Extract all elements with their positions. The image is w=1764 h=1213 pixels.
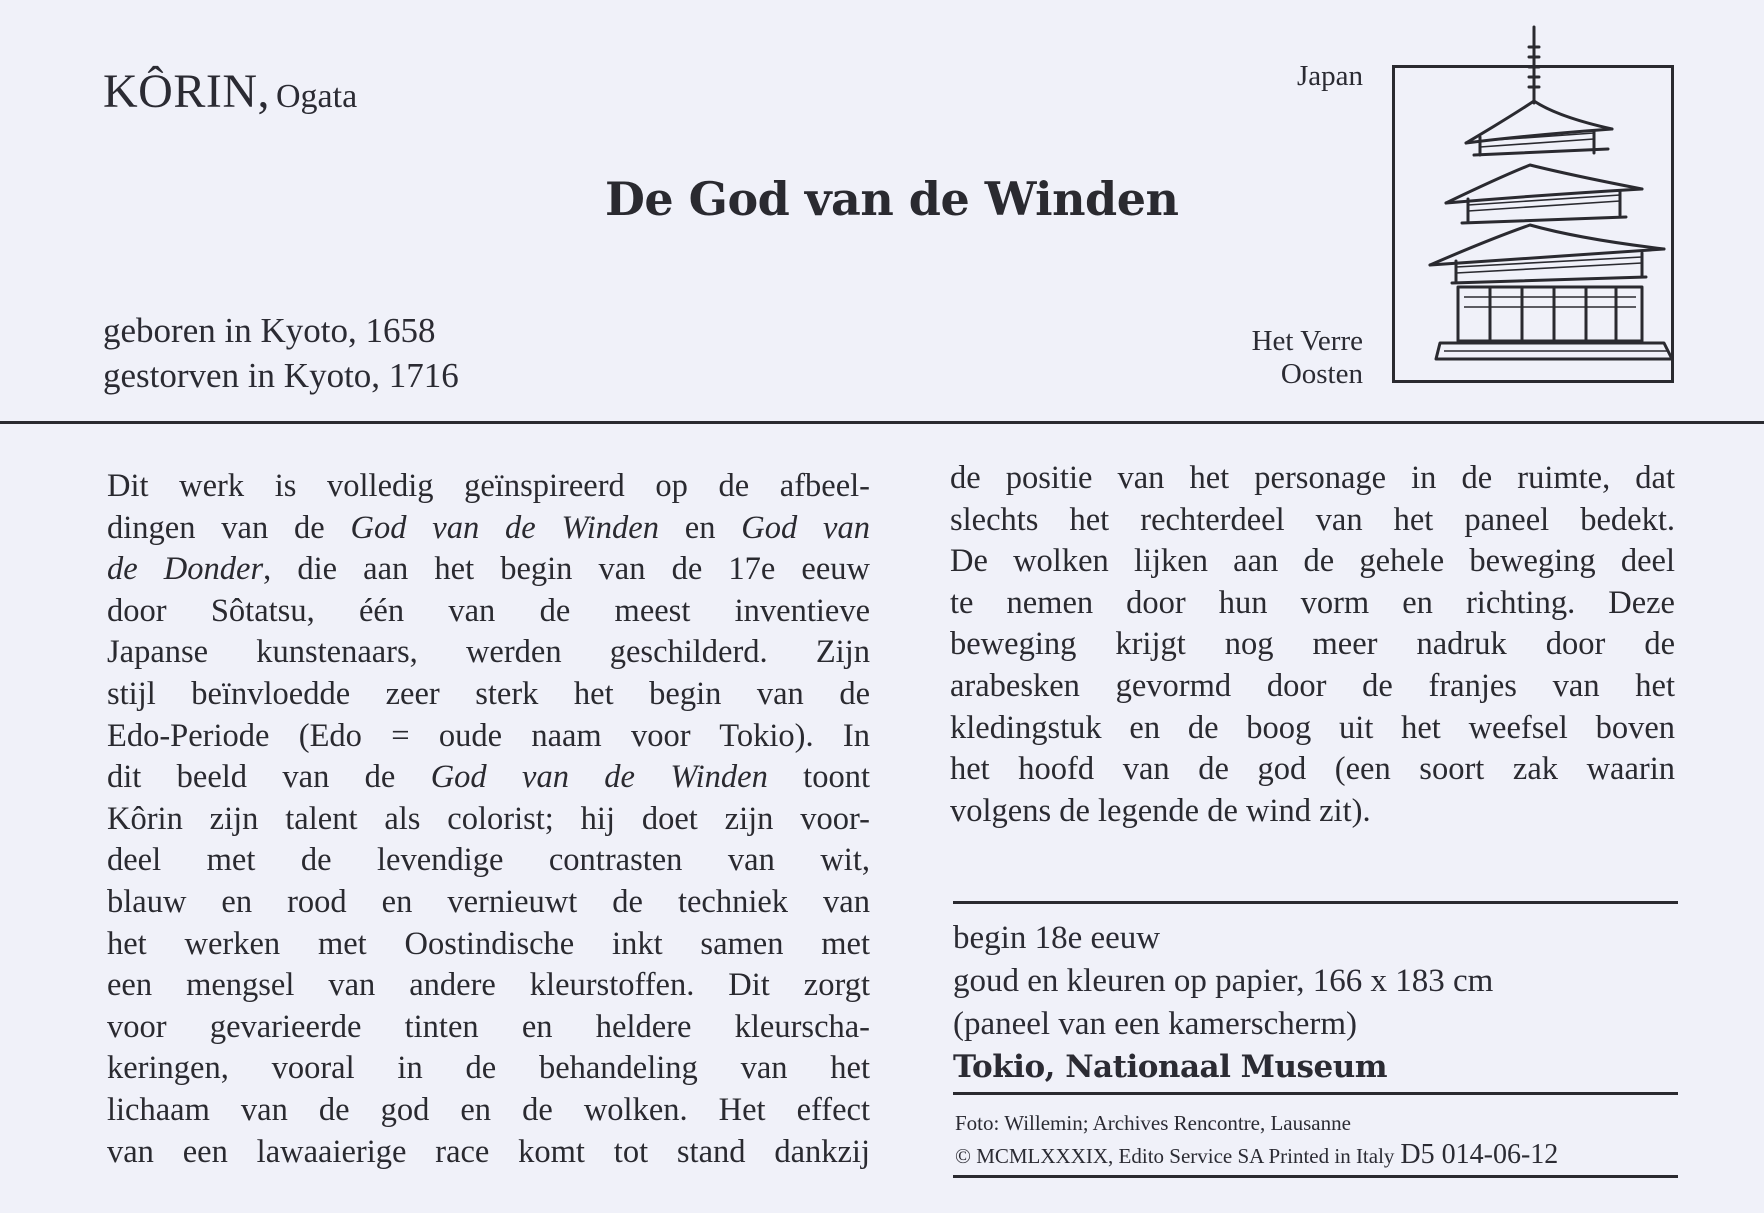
artist-life-dates [103,308,459,398]
text-line: de positie van het personage in de ruimte, dat [950,460,1675,496]
artwork-reference: God van [741,509,870,546]
text-line: door Sôtatsu, één van de meest inventieve [107,592,870,629]
description-column-right [950,458,1675,832]
region-label [1252,325,1363,391]
text-line: dit beeld van de God van de Winden toont [107,759,870,796]
artist-given-name: Ogata [276,78,358,115]
region-line-2: Oosten [1280,358,1363,390]
text-line: blauw en rood en vernieuwt de techniek van [107,883,870,920]
region-country: Japan [1296,60,1363,92]
text-line: keringen, vooral in de behandeling van het [107,1050,870,1087]
artwork-reference: God van de Winden [430,759,768,796]
meta-divider-middle [953,1092,1678,1095]
text-line: Japanse kunstenaars, werden geschilderd. Zijn [107,634,870,671]
text-line: de Donder, die aan het begin van de 17e eeuw [107,551,871,588]
text-line: stijl beïnvloedde zeer sterk het begin van de [107,675,870,712]
artwork-medium: goud en kleuren op papier, 166 x 183 cm [953,963,1494,999]
text-line: Kôrin zijn talent als colorist; hij doet zijn voor- [107,800,870,837]
artwork-metadata [953,917,1678,1089]
death-line: gestorven in Kyoto, 1716 [103,356,459,395]
photo-credits [955,1108,1680,1172]
artwork-date: begin 18e eeuw [953,920,1161,956]
text-line: kledingstuk en de boog uit het weefsel boven [950,709,1675,746]
text-line: een mengsel van andere kleurstoffen. Dit zorgt [107,967,870,1004]
text-line: te nemen door hun vorm en richting. Deze [950,584,1675,621]
text-line: beweging krijgt nog meer nadruk door de [950,626,1675,663]
text-line: slechts het rechterdeel van het paneel bedekt. [950,501,1675,538]
text-line: deel met de levendige contrasten van wit, [107,842,870,879]
text-line: lichaam van de god en de wolken. Het effect [107,1091,870,1128]
text-line: dingen van de God van de Winden en God van [107,509,870,546]
text-line: De wolken lijken aan de gehele beweging deel [950,543,1675,580]
meta-divider-top [953,901,1678,904]
artwork-reference: God van de Winden [350,509,659,546]
text-line: van een lawaaierige race komt tot stand dankzij [107,1133,870,1170]
artist-name [103,64,357,119]
text-line: Edo-Periode (Edo = oude naam voor Tokio). In [107,717,870,754]
text-line: het hoofd van de god (een soort zak waarin [950,751,1675,788]
pagoda-icon [1380,25,1680,387]
artwork-title: De God van de Winden [605,172,1179,226]
header-divider [0,421,1764,424]
artwork-reference: de Donder [107,551,264,588]
text-line: Dit werk is volledig geïnspireerd op de afbeel- [107,468,870,504]
description-column-left [107,466,870,1173]
copyright-line: © MCMLXXXIX, Edito Service SA Printed in Italy D5 014-06-12 [955,1139,1559,1170]
artwork-location: Tokio, Nationaal Museum [953,1049,1388,1085]
artwork-support: (paneel van een kamerscherm) [953,1006,1358,1042]
meta-divider-bottom [953,1175,1678,1178]
card-code: D5 014-06-12 [1400,1139,1559,1170]
birth-line: geboren in Kyoto, 1658 [103,311,436,350]
region-line-1: Het Verre [1251,325,1363,357]
text-line: voor gevarieerde tinten en heldere kleurscha- [107,1008,870,1045]
text-line: het werken met Oostindische inkt samen met [107,925,870,962]
text-line: volgens de legende de wind zit). [950,792,1371,829]
artist-surname: KÔRIN, [103,65,270,118]
text-line: arabesken gevormd door de franjes van het [950,667,1675,704]
photo-credit-line: Foto: Willemin; Archives Rencontre, Lausanne [955,1111,1351,1135]
